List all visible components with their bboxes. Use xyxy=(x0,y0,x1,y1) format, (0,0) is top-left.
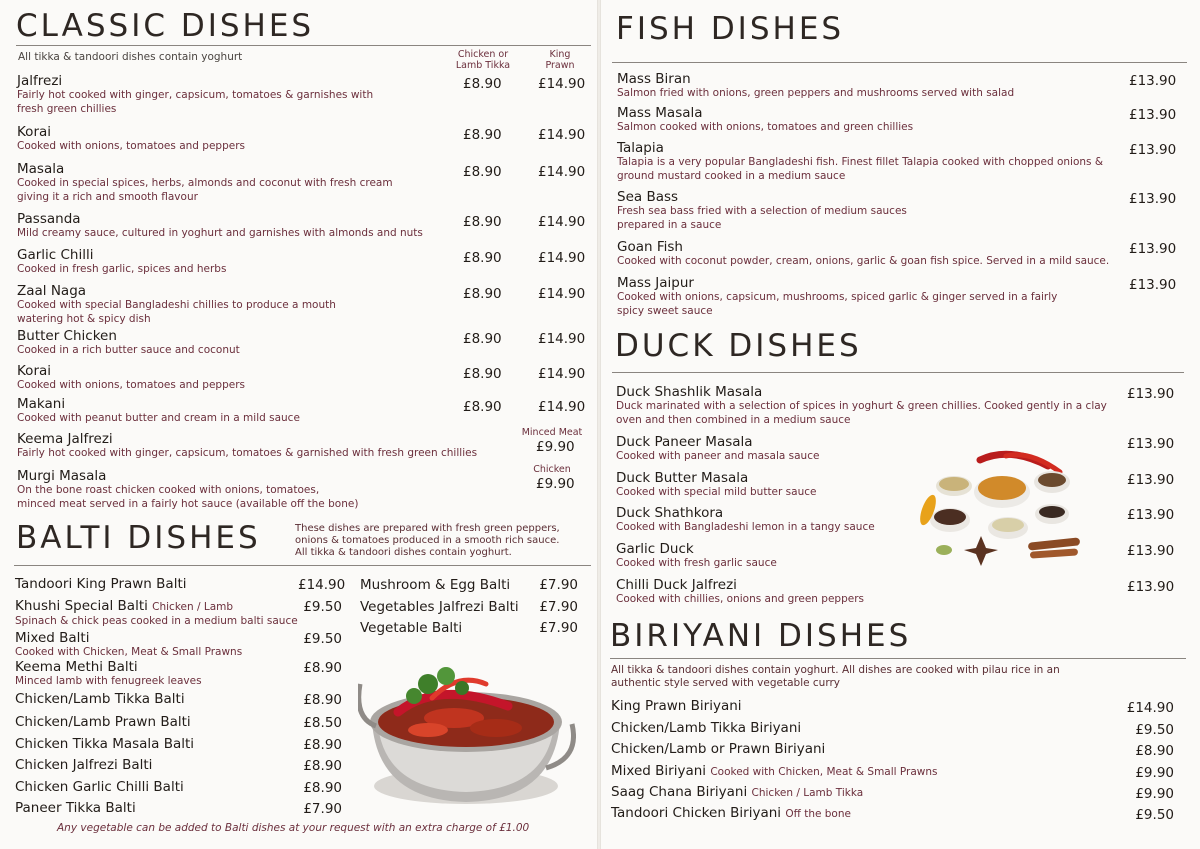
balti-title: BALTI DISHES xyxy=(16,520,261,556)
biriyani-note-line: All tikka & tandoori dishes contain yoghurt. All dishes are cooked with pilau rice in an xyxy=(611,664,1060,676)
balti-footer-note: Any vegetable can be added to Balti dishes at your request with an extra charge of £1.00 xyxy=(57,822,530,834)
dish-description: Cooked with onions, capsicum, mushrooms, spiced garlic & ginger served in a fairly xyxy=(617,291,1058,303)
fish-item xyxy=(617,275,1117,318)
col-head-chicken-lamb xyxy=(448,49,518,71)
price-king-prawn: £14.90 xyxy=(538,399,586,415)
dish-name: Duck Shashlik Masala xyxy=(616,384,763,400)
price-chicken-lamb: £8.90 xyxy=(463,250,502,266)
dish-name-text: Mixed Biriyani xyxy=(611,763,707,779)
dish-description: minced meat served in a fairly hot sauce (available off the bone) xyxy=(17,497,359,510)
duck-item xyxy=(616,577,1116,607)
price-king-prawn: £9.90 xyxy=(536,439,575,455)
balti-item xyxy=(15,736,305,752)
dish-price: £7.90 xyxy=(539,599,578,615)
price-tag-label: Chicken xyxy=(533,464,571,475)
dish-description: Cooked with coconut powder, cream, onions, garlic & goan fish spice. Served in a mild sauce. xyxy=(617,255,1110,267)
balti-item xyxy=(15,659,305,687)
fish-title: FISH DISHES xyxy=(616,11,845,47)
dish-name xyxy=(15,659,305,675)
fish-item xyxy=(617,239,1117,269)
dish-description: Cooked in a rich butter sauce and coconut xyxy=(17,344,240,356)
dish-inline-note: Off the bone xyxy=(785,808,851,820)
dish-price: £8.90 xyxy=(303,692,342,708)
balti-dish-illustration xyxy=(358,640,576,815)
dish-price: £13.90 xyxy=(1127,579,1175,595)
classic-item xyxy=(17,363,517,393)
fish-item xyxy=(617,140,1117,183)
dish-description: Cooked with paneer and masala sauce xyxy=(616,450,820,462)
dish-description: Cooked with special mild butter sauce xyxy=(616,486,817,498)
biriyani-item xyxy=(611,763,938,780)
balti-item xyxy=(15,598,305,627)
dish-description: Talapia is a very popular Bangladeshi fish. Finest fillet Talapia cooked with chopped onions & xyxy=(617,156,1104,168)
dish-name: Jalfrezi xyxy=(17,73,63,89)
balti-item xyxy=(15,714,305,730)
price-king-prawn: £14.90 xyxy=(538,214,586,230)
dish-price: £13.90 xyxy=(1129,142,1177,158)
dish-name-text: Chicken/Lamb or Prawn Biriyani xyxy=(611,741,826,757)
dish-price: £13.90 xyxy=(1129,277,1177,293)
dish-name: Keema Jalfrezi xyxy=(17,431,113,447)
classic-rule xyxy=(16,45,591,46)
classic-item xyxy=(17,396,517,426)
biriyani-item xyxy=(611,784,863,801)
dish-description: spicy sweet sauce xyxy=(617,304,713,317)
dish-price: £13.90 xyxy=(1127,472,1175,488)
price-king-prawn: £14.90 xyxy=(538,250,586,266)
dish-price: £13.90 xyxy=(1127,543,1175,559)
dish-price: £9.50 xyxy=(303,599,342,615)
price-chicken-lamb: £8.90 xyxy=(463,76,502,92)
dish-name: Zaal Naga xyxy=(17,283,87,299)
biriyani-item xyxy=(611,720,801,736)
dish-name: Sea Bass xyxy=(617,189,679,205)
dish-description: Fresh sea bass fried with a selection of medium sauces xyxy=(617,205,907,217)
balti-item xyxy=(15,691,305,707)
price-king-prawn: £14.90 xyxy=(538,76,586,92)
dish-description: Cooked in fresh garlic, spices and herbs xyxy=(17,263,227,275)
dish-price: £13.90 xyxy=(1129,191,1177,207)
duck-item xyxy=(616,384,1116,427)
dish-price: £8.90 xyxy=(303,780,342,796)
price-chicken-lamb: £8.90 xyxy=(463,164,502,180)
dish-name: Korai xyxy=(17,124,52,140)
classic-note: All tikka & tandoori dishes contain yoghurt xyxy=(18,51,243,63)
dish-name-text: Chicken/Lamb Tikka Balti xyxy=(15,691,185,707)
dish-name xyxy=(15,598,305,615)
dish-description: Salmon fried with onions, green peppers and mushrooms served with salad xyxy=(617,87,1015,99)
col-head-line: Lamb Tikka xyxy=(455,60,511,71)
dish-name-text: Paneer Tikka Balti xyxy=(15,800,136,816)
dish-name-text: Tandoori Chicken Biriyani xyxy=(611,805,782,821)
dish-description: Cooked with fresh garlic sauce xyxy=(616,557,777,569)
dish-price: £9.90 xyxy=(1135,786,1174,802)
price-chicken-lamb: £8.90 xyxy=(463,127,502,143)
dish-price: £14.90 xyxy=(298,577,346,593)
balti-note-line: onions & tomatoes produced in a smooth rich sauce. xyxy=(295,535,560,546)
dish-price: £7.90 xyxy=(539,620,578,636)
dish-name: Mass Biran xyxy=(617,71,691,87)
dish-description: watering hot & spicy dish xyxy=(17,312,151,325)
dish-name-text: King Prawn Biriyani xyxy=(611,698,742,714)
dish-name-text: Saag Chana Biriyani xyxy=(611,784,748,800)
classic-item xyxy=(17,468,517,511)
price-king-prawn: £14.90 xyxy=(538,286,586,302)
price-king-prawn: £14.90 xyxy=(538,127,586,143)
dish-price: £9.50 xyxy=(303,631,342,647)
balti-item xyxy=(15,779,305,795)
price-chicken-lamb: £8.90 xyxy=(463,399,502,415)
col-head-line: Chicken or xyxy=(457,49,509,60)
dish-price: £13.90 xyxy=(1127,386,1175,402)
dish-name-text: Keema Methi Balti xyxy=(15,659,138,675)
dish-name xyxy=(15,576,305,592)
fish-item xyxy=(617,105,1117,135)
dish-description: Minced lamb with fenugreek leaves xyxy=(15,675,202,687)
balti-item xyxy=(15,630,305,658)
dish-inline-note: Chicken / Lamb Tikka xyxy=(751,787,864,799)
dish-price: £13.90 xyxy=(1129,241,1177,257)
dish-description: Cooked with onions, tomatoes and peppers xyxy=(17,140,245,152)
dish-description: Fairly hot cooked with ginger, capsicum, tomatoes & garnishes with xyxy=(17,89,374,101)
dish-name-text: Chicken/Lamb Prawn Balti xyxy=(15,714,191,730)
price-chicken-lamb: £8.90 xyxy=(463,214,502,230)
dish-name: Duck Paneer Masala xyxy=(616,434,753,450)
col-head-line: King xyxy=(549,49,571,60)
dish-name xyxy=(15,691,305,707)
dish-name xyxy=(15,736,305,752)
dish-description: Cooked in special spices, herbs, almonds and coconut with fresh cream xyxy=(17,177,393,189)
dish-name-text: Chicken Tikka Masala Balti xyxy=(15,736,195,752)
balti-item-name: Mushroom & Egg Balti xyxy=(360,577,511,593)
fish-item xyxy=(617,189,1117,232)
price-tag-label: Minced Meat xyxy=(521,427,583,438)
dish-name: Garlic Duck xyxy=(616,541,694,557)
price-chicken-lamb: £8.90 xyxy=(463,286,502,302)
balti-item xyxy=(15,757,305,773)
dish-price: £7.90 xyxy=(303,801,342,817)
dish-name: Butter Chicken xyxy=(17,328,117,344)
dish-name: Murgi Masala xyxy=(17,468,107,484)
dish-inline-note: Cooked with Chicken, Meat & Small Prawns xyxy=(710,766,938,778)
dish-name xyxy=(15,800,305,816)
dish-name-text: Chicken/Lamb Tikka Biriyani xyxy=(611,720,802,736)
dish-description: Spinach & chick peas cooked in a medium balti sauce xyxy=(15,615,298,627)
dish-name-text: Khushi Special Balti xyxy=(15,598,148,614)
price-king-prawn: £9.90 xyxy=(536,476,575,492)
page-fold xyxy=(597,0,601,849)
dish-name-text: Chicken Garlic Chilli Balti xyxy=(15,779,184,795)
dish-description: Fairly hot cooked with ginger, capsicum, tomatoes & garnished with fresh green chillies xyxy=(17,447,478,459)
dish-description: Mild creamy sauce, cultured in yoghurt and garnishes with almonds and nuts xyxy=(17,227,423,239)
classic-item xyxy=(17,161,517,204)
dish-name: Duck Butter Masala xyxy=(616,470,749,486)
dish-name-text: Chicken Jalfrezi Balti xyxy=(15,757,153,773)
dish-description: giving it a rich and smooth flavour xyxy=(17,190,198,203)
dish-name: Korai xyxy=(17,363,52,379)
dish-name: Talapia xyxy=(617,140,664,156)
dish-description: fresh green chillies xyxy=(17,102,117,115)
dish-description: ground mustard cooked in a medium sauce xyxy=(617,169,846,182)
balti-item-name: Vegetables Jalfrezi Balti xyxy=(360,599,519,615)
duck-rule xyxy=(612,372,1184,373)
price-chicken-lamb: £8.90 xyxy=(463,366,502,382)
dish-name: Makani xyxy=(17,396,66,412)
dish-price: £8.90 xyxy=(303,737,342,753)
dish-price: £9.90 xyxy=(1135,765,1174,781)
dish-name: Masala xyxy=(17,161,65,177)
balti-note xyxy=(295,523,560,559)
dish-price: £8.50 xyxy=(303,715,342,731)
dish-price: £13.90 xyxy=(1129,73,1177,89)
fish-item xyxy=(617,71,1117,101)
dish-name: Passanda xyxy=(17,211,81,227)
dish-description: Cooked with special Bangladeshi chillies to produce a mouth xyxy=(17,299,336,311)
dish-description: oven and then combined in a medium sauce xyxy=(616,413,851,426)
biriyani-note-line: authentic style served with vegetable curry xyxy=(611,677,840,689)
price-chicken-lamb: £8.90 xyxy=(463,331,502,347)
dish-name xyxy=(15,779,305,795)
classic-title: CLASSIC DISHES xyxy=(16,8,315,44)
dish-price: £8.90 xyxy=(303,758,342,774)
price-king-prawn: £14.90 xyxy=(538,164,586,180)
dish-description: prepared in a sauce xyxy=(617,218,722,231)
duck-title: DUCK DISHES xyxy=(615,328,862,364)
dish-description: Cooked with peanut butter and cream in a mild sauce xyxy=(17,412,300,424)
classic-item xyxy=(17,73,517,116)
dish-name-text: Mixed Balti xyxy=(15,630,90,646)
dish-description: Cooked with chillies, onions and green peppers xyxy=(616,593,865,605)
biriyani-rule xyxy=(610,658,1186,659)
biriyani-item xyxy=(611,698,742,714)
dish-name: Duck Shathkora xyxy=(616,505,724,521)
biriyani-note xyxy=(611,664,1060,690)
dish-price: £13.90 xyxy=(1129,107,1177,123)
dish-description: Cooked with Chicken, Meat & Small Prawns xyxy=(15,646,243,658)
dish-name: Chilli Duck Jalfrezi xyxy=(616,577,737,593)
price-king-prawn: £14.90 xyxy=(538,366,586,382)
balti-note-line: All tikka & tandoori dishes contain yoghurt. xyxy=(295,547,512,558)
dish-price: £8.90 xyxy=(303,660,342,676)
classic-item xyxy=(17,247,517,277)
dish-description: Salmon cooked with onions, tomatoes and green chillies xyxy=(617,121,914,133)
biriyani-item xyxy=(611,741,825,757)
dish-price: £13.90 xyxy=(1127,507,1175,523)
dish-price: £8.90 xyxy=(1135,743,1174,759)
fish-rule xyxy=(612,62,1187,63)
balti-rule xyxy=(14,565,591,566)
col-head-line: Prawn xyxy=(545,60,575,71)
dish-description: Duck marinated with a selection of spices in yoghurt & green chillies. Cooked gently in a clay xyxy=(616,400,1107,412)
dish-price: £14.90 xyxy=(1126,700,1174,716)
dish-name xyxy=(15,714,305,730)
spices-illustration xyxy=(910,450,1082,568)
dish-price: £7.90 xyxy=(539,577,578,593)
dish-name: Garlic Chilli xyxy=(17,247,94,263)
dish-description: Cooked with onions, tomatoes and peppers xyxy=(17,379,245,391)
dish-inline-note: Chicken / Lamb xyxy=(152,601,234,613)
balti-note-line: These dishes are prepared with fresh green peppers, xyxy=(295,523,560,534)
biriyani-title: BIRIYANI DISHES xyxy=(610,618,912,654)
dish-name xyxy=(15,630,305,646)
dish-name: Mass Jaipur xyxy=(617,275,694,291)
dish-price: £9.50 xyxy=(1135,807,1174,823)
dish-price: £9.50 xyxy=(1135,722,1174,738)
dish-description: Cooked with Bangladeshi lemon in a tangy sauce xyxy=(616,521,875,533)
dish-name: Goan Fish xyxy=(617,239,683,255)
classic-item xyxy=(17,211,517,241)
balti-item xyxy=(15,800,305,816)
balti-item-name: Vegetable Balti xyxy=(360,620,463,636)
biriyani-item xyxy=(611,805,851,822)
classic-item xyxy=(17,328,517,358)
classic-item xyxy=(17,124,517,154)
dish-name: Mass Masala xyxy=(617,105,703,121)
dish-name xyxy=(15,757,305,773)
col-head-king-prawn xyxy=(528,49,592,71)
dish-price: £13.90 xyxy=(1127,436,1175,452)
balti-item xyxy=(15,576,305,592)
dish-description: On the bone roast chicken cooked with onions, tomatoes, xyxy=(17,484,320,496)
classic-item xyxy=(17,431,517,461)
classic-item xyxy=(17,283,517,326)
dish-name-text: Tandoori King Prawn Balti xyxy=(15,576,187,592)
price-king-prawn: £14.90 xyxy=(538,331,586,347)
